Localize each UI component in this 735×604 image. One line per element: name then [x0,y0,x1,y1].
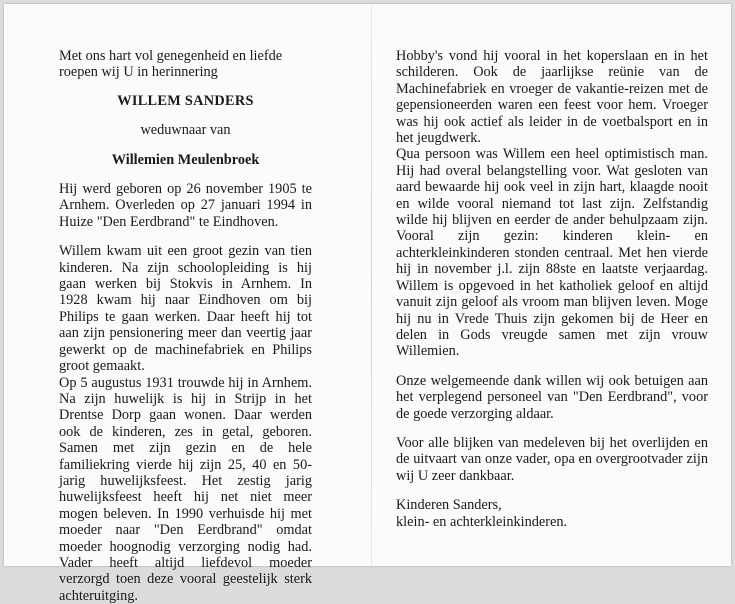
signature-line-1: Kinderen Sanders, [396,497,708,513]
memorial-card [4,4,731,566]
left-page [59,48,312,604]
card-fold [371,4,372,566]
hobbies-paragraph: Hobby's vond hij vooral in het koperslaan en in het schilderen. Ook de jaarlijkse reünie van de Machinefabriek en vroeger de vakantie-reizen met de gepensioneerden waren een feest voor hem. Vroeger was hij ook actief als leider in de voetbalsport en in het jeugdwerk. [396,48,708,146]
widower-of-text: weduwnaar van [59,122,312,138]
thanks-all-paragraph: Voor alle blijken van medeleven bij het overlijden en de uitvaart van onze vader, opa en overgrootvader zijn wij U zeer dankbaar. [396,435,708,484]
marriage-paragraph: Op 5 augustus 1931 trouwde hij in Arnhem. Na zijn huwelijk is hij in Strijp in het Drentse Dorp gaan wonen. Daar werden ook de kinderen, zes in getal, geboren. Samen met zijn gezin en de hele familiekring vierde hij zijn 25, 40 en 50-jarig huwelijksfeest. Het zestig jarig huwelijksfeest heeft hij net niet meer mogen beleven. In 1990 verhuisde hij met moeder naar "Den Eerdbrand" omdat moeder hoognodig verzorging nodig had. Vader heeft altijd liefdevol moeder verzorgd toen deze vooral geestelijk sterk achteruitging. [59,375,312,604]
thanks-staff-paragraph: Onze welgemeende dank willen wij ook betuigen aan het verplegend personeel van "Den Eerdbrand", voor de goede verzorging aldaar. [396,373,708,422]
work-paragraph: Willem kwam uit een groot gezin van tien kinderen. Na zijn schoolopleiding is hij gaan werken bij Stokvis in Arnhem. In 1928 kwam hij naar Eindhoven om bij Philips te gaan werken. Daar heeft hij tot aan zijn pensionering meer dan veertig jaar gewerkt op de machinefabriek en Philips groot gemaakt. [59,243,312,374]
birth-death-paragraph: Hij werd geboren op 26 november 1905 te Arnhem. Overleden op 27 januari 1994 in Huize "Den Eerdbrand" te Eindhoven. [59,181,312,230]
intro-text: Met ons hart vol genegenheid en liefde roepen wij U in herinnering [59,48,312,81]
right-page [396,48,708,530]
spouse-name: Willemien Meulenbroek [59,152,312,168]
personality-paragraph: Qua persoon was Willem een heel optimistisch man. Hij had overal belangstelling voor. Wat gesloten van aard bewaarde hij ook veel in zijn hart, klaagde nooit en wilde vooral niemand tot last zijn. Zelfstandig wilde hij blijven en eerder de ander behulpzaam zijn. Vooral zijn gezin: kinderen klein- en achterkleinkinderen stonden centraal. Met hen vierde hij in november j.l. zijn 88ste en laatste verjaardag. Willem is opgevoed in het katholiek geloof en altijd vanuit zijn geloof als vroom man blijven leven. Moge hij nu in Vrede Thuis zijn gekomen bij de Heer en delen in Gods vreugde samen met zijn vrouw Willemien. [396,146,708,359]
signature-line-2: klein- en achterkleinkinderen. [396,514,708,530]
deceased-name: WILLEM SANDERS [59,93,312,109]
